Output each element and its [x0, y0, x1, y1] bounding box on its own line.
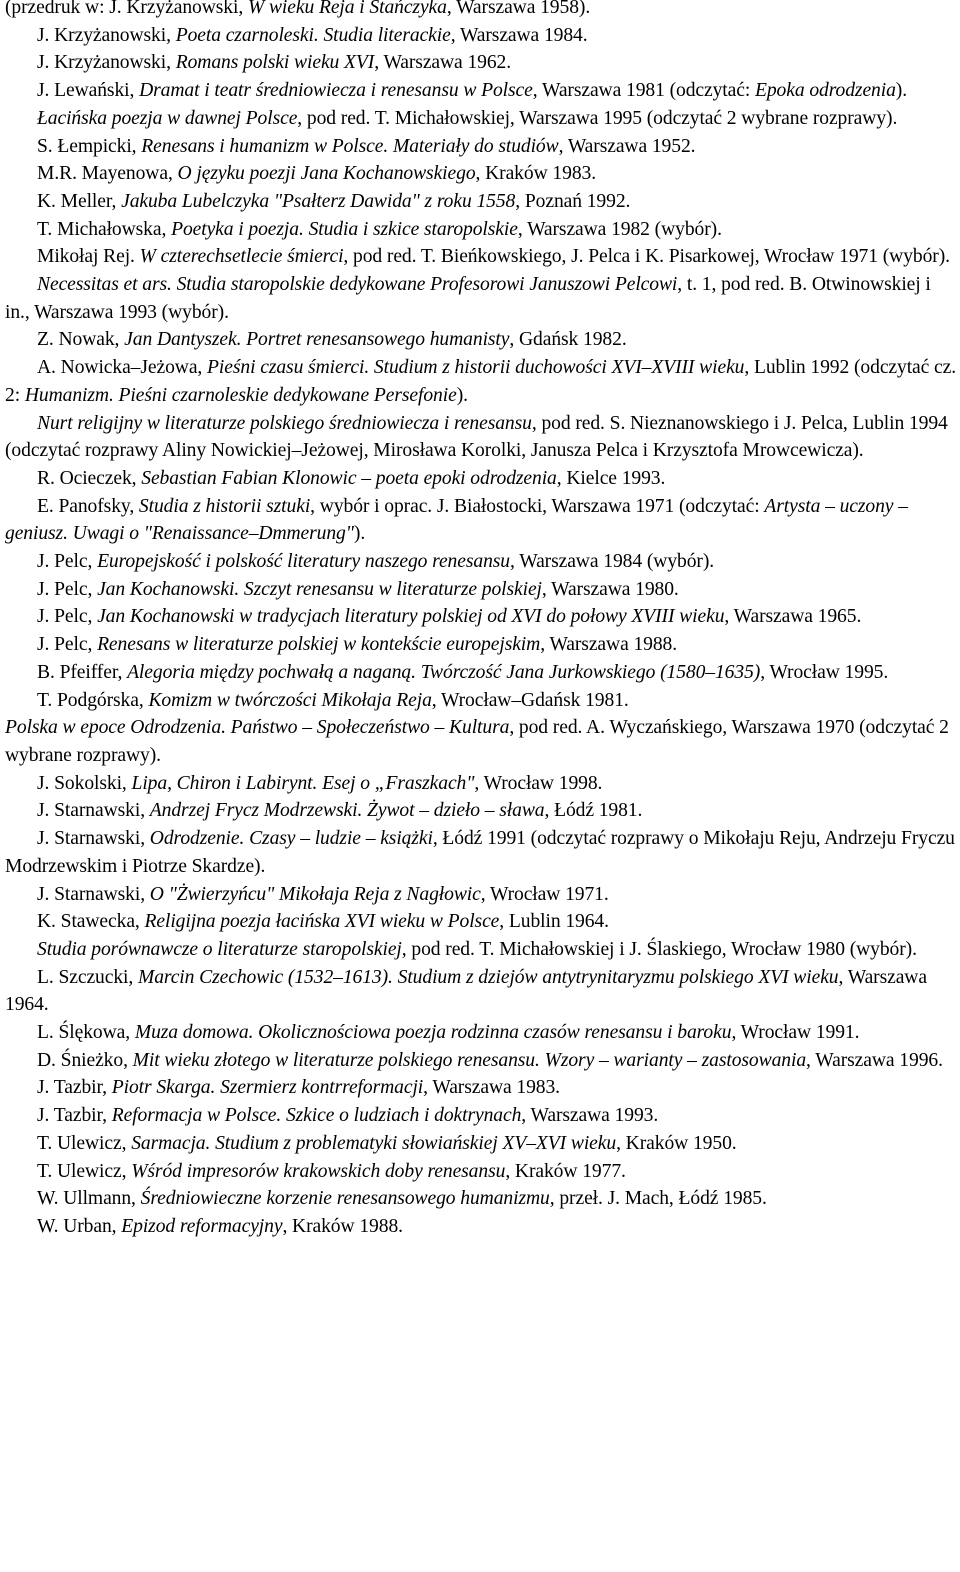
entry-text: , Wrocław 1998. — [474, 772, 603, 794]
bibliography-entry — [5, 465, 957, 493]
bibliography-entry — [5, 631, 957, 659]
bibliography-entry — [5, 1074, 957, 1102]
entry-text: , Łódź 1981. — [544, 800, 643, 822]
entry-title: O języku poezji Jana Kochanowskiego — [177, 163, 476, 185]
entry-title: W czterechsetlecie śmierci — [139, 246, 344, 268]
entry-title: Pieśni czasu śmierci. Studium z historii duchowości XVI–XVIII wieku — [207, 357, 745, 379]
entry-title: Dramat i teatr średniowiecza i renesansu w Polsce — [139, 80, 533, 102]
entry-text: J. Starnawski, — [37, 800, 150, 822]
entry-text: , Warszawa 1982 (wybór). — [517, 218, 722, 240]
entry-title: Epoka odrodzenia — [754, 80, 896, 102]
bibliography-entry — [5, 881, 957, 909]
entry-text: T. Ulewicz, — [37, 1160, 132, 1182]
bibliography-entry — [5, 1019, 957, 1047]
entry-text: W. Urban, — [37, 1215, 122, 1237]
entry-text: T. Podgórska, — [37, 689, 149, 711]
entry-title: Jan Kochanowski. Szczyt renesansu w literaturze polskiej — [97, 578, 542, 600]
entry-text: , Poznań 1992. — [515, 190, 631, 212]
entry-text: Mikołaj Rej. — [37, 246, 140, 268]
entry-text: , Wrocław–Gdańsk 1981. — [431, 689, 629, 711]
bibliography-entry — [5, 908, 957, 936]
bibliography-entry — [5, 1158, 957, 1186]
entry-title: Wśród impresorów krakowskich doby renesansu — [131, 1160, 506, 1182]
entry-title: Polska w epoce Odrodzenia. Państwo – Społeczeństwo – Kultura — [5, 717, 510, 739]
entry-text: , pod red. T. Michałowskiej i J. Ślaskiego, Wrocław 1980 (wybór). — [401, 938, 917, 960]
entry-text: , Warszawa 1984. — [450, 24, 588, 46]
bibliography-entry — [5, 77, 957, 105]
bibliography-entry — [5, 49, 957, 77]
entry-title: Poeta czarnoleski. Studia literackie — [175, 24, 451, 46]
entry-text: , przeł. J. Mach, Łódź 1985. — [549, 1188, 767, 1210]
entry-text: , Warszawa 1993. — [521, 1105, 659, 1127]
entry-text: T. Ulewicz, — [37, 1132, 132, 1154]
entry-text: , pod red. A. Wyczańskiego, Warszawa 1970 (odczytać 2 wybrane rozprawy). — [5, 717, 949, 766]
entry-text: , wybór i oprac. J. Białostocki, Warszawa 1971 (odczytać: — [310, 495, 765, 517]
entry-title: Odrodzenie. Czasy – ludzie – książki — [149, 828, 433, 850]
bibliography-entry — [5, 243, 957, 271]
bibliography-entry — [5, 936, 957, 964]
bibliography-entry — [5, 714, 957, 769]
entry-title: Sarmacja. Studium z problematyki słowiańskiej XV–XVI wieku — [131, 1132, 617, 1154]
entry-title: Sebastian Fabian Klonowic – poeta epoki odrodzenia — [141, 467, 557, 489]
entry-text: , Wrocław 1971. — [480, 883, 609, 905]
entry-text: R. Ocieczek, — [37, 467, 142, 489]
entry-text: J. Starnawski, — [37, 828, 150, 850]
entry-text: J. Krzyżanowski, — [37, 24, 176, 46]
entry-title: O "Żwierzyńcu" Mikołaja Reja z Nagłowic — [149, 883, 481, 905]
bibliography-entry — [5, 964, 957, 1019]
entry-text: , Lublin 1992 (odczytać cz. 2: — [5, 357, 957, 406]
bibliography-entry — [5, 1213, 957, 1241]
entry-text: , Warszawa 1980. — [541, 578, 679, 600]
entry-text: J. Tazbir, — [37, 1105, 112, 1127]
entry-title: Marcin Czechowic (1532–1613). Studium z dziejów antytrynitaryzmu polskiego XVI wieku — [137, 966, 839, 988]
entry-text: , Łódź 1991 (odczytać rozprawy o Mikołaju Reju, Andrzeju Fryczu Modrzewskim i Piotrze Skardze). — [5, 828, 955, 877]
bibliography-entry — [5, 22, 957, 50]
entry-title: Poetyka i poezja. Studia i szkice staropolskie — [171, 218, 518, 240]
entry-text: J. Tazbir, — [37, 1077, 112, 1099]
entry-text: , Warszawa 1962. — [374, 52, 512, 74]
entry-text: , pod red. S. Nieznanowskiego i J. Pelca, Lublin 1994 (odczytać rozprawy Aliny Nowickiej–Jeżowej, Mirosława Korolki, Janusza Pelca i Krzysztofa Mrowcewicza). — [5, 412, 948, 462]
entry-text: W. Ullmann, — [37, 1188, 141, 1210]
entry-text: , Warszawa 1965. — [724, 606, 862, 628]
entry-text: , Kielce 1993. — [556, 467, 666, 489]
entry-text: D. Śnieżko, — [37, 1049, 133, 1071]
entry-text: J. Pelc, — [37, 606, 98, 628]
bibliography-entry — [5, 0, 957, 22]
entry-title: Artysta – uczony – geniusz. Uwagi o "Renaissance–Dmmerung" — [5, 495, 908, 545]
entry-text: , t. 1, pod red. B. Otwinowskiej i in., Warszawa 1993 (wybór). — [5, 274, 931, 323]
entry-title: Komizm w twórczości Mikołaja Reja — [148, 689, 432, 711]
bibliography-entry — [5, 188, 957, 216]
bibliography-entry — [5, 1047, 957, 1075]
entry-title: Studia z historii sztuki — [138, 495, 311, 517]
entry-title: Romans polski wieku XVI — [175, 52, 375, 74]
entry-text: L. Ślękowa, — [37, 1022, 135, 1044]
entry-text: (przedruk w: J. Krzyżanowski, — [5, 0, 248, 18]
entry-text: T. Michałowska, — [37, 218, 172, 240]
entry-title: Nurt religijny w literaturze polskiego średniowiecza i renesansu — [37, 412, 532, 434]
bibliography-entry — [5, 687, 957, 715]
entry-text: , Lublin 1964. — [499, 911, 609, 933]
entry-text: , pod red. T. Bieńkowskiego, J. Pelca i K. Pisarkowej, Wrocław 1971 (wybór). — [343, 246, 950, 268]
entry-text: J. Sokolski, — [37, 772, 132, 794]
entry-text: , Warszawa 1988. — [540, 634, 678, 656]
entry-text: J. Starnawski, — [37, 883, 150, 905]
entry-title: Średniowieczne korzenie renesansowego humanizmu — [140, 1188, 550, 1210]
bibliography-entry — [5, 825, 957, 880]
entry-text: , Warszawa 1952. — [558, 135, 696, 157]
bibliography-entry — [5, 493, 957, 548]
bibliography-entry — [5, 659, 957, 687]
bibliography-entry — [5, 1102, 957, 1130]
bibliography-entry — [5, 1185, 957, 1213]
entry-text: , pod red. T. Michałowskiej, Warszawa 1995 (odczytać 2 wybrane rozprawy). — [297, 107, 898, 129]
entry-text: , Gdańsk 1982. — [509, 329, 627, 351]
bibliography-entry — [5, 1130, 957, 1158]
entry-text: , Warszawa 1981 (odczytać: — [532, 80, 755, 102]
bibliography-entry — [5, 410, 957, 465]
entry-text: , Warszawa 1964. — [5, 966, 927, 1016]
bibliography-entry — [5, 770, 957, 798]
entry-title: Alegoria między pochwałą a naganą. Twórczość Jana Jurkowskiego (1580–1635) — [127, 661, 761, 683]
entry-text: E. Panofsky, — [37, 495, 139, 517]
entry-text: , Warszawa 1996. — [806, 1049, 943, 1071]
bibliography-entry — [5, 354, 957, 409]
entry-title: W wieku Reja i Stańczyka — [247, 0, 447, 18]
entry-text: J. Pelc, — [37, 578, 98, 600]
entry-text: , Wrocław 1995. — [760, 661, 889, 683]
entry-title: Łacińska poezja w dawnej Polsce — [37, 107, 298, 129]
entry-title: Andrzej Frycz Modrzewski. Żywot – dzieło – sława — [149, 800, 545, 822]
bibliography-entry — [5, 133, 957, 161]
entry-text: , Warszawa 1958). — [446, 0, 591, 18]
entry-text: J. Lewański, — [37, 80, 140, 102]
entry-text: M.R. Mayenowa, — [37, 163, 178, 185]
entry-text: , Kraków 1983. — [475, 163, 597, 185]
bibliography-entry — [5, 326, 957, 354]
entry-text: Z. Nowak, — [37, 329, 125, 351]
entry-text: S. Łempicki, — [37, 135, 142, 157]
entry-text: , Warszawa 1983. — [423, 1077, 560, 1099]
entry-text: ). — [456, 384, 468, 406]
entry-title: Europejskość i polskość literatury naszego renesansu — [97, 551, 510, 573]
bibliography-entry — [5, 603, 957, 631]
entry-title: Piotr Skarga. Szermierz kontrreformacji — [111, 1077, 424, 1099]
entry-title: Humanizm. Pieśni czarnoleskie dedykowane Persefonie — [24, 384, 457, 406]
entry-title: Jan Dantyszek. Portret renesansowego humanisty — [124, 329, 510, 351]
entry-text: , Kraków 1950. — [616, 1132, 737, 1154]
bibliography-entry — [5, 576, 957, 604]
bibliography-entry — [5, 160, 957, 188]
entry-text: , Kraków 1988. — [282, 1215, 403, 1237]
entry-text: J. Pelc, — [37, 634, 98, 656]
entry-text: K. Stawecka, — [37, 911, 145, 933]
entry-title: Mit wieku złotego w literaturze polskiego renesansu. Wzory – warianty – zastosowania — [132, 1049, 807, 1071]
bibliography-entry — [5, 105, 957, 133]
entry-text: ). — [353, 523, 366, 545]
entry-title: Necessitas et ars. Studia staropolskie dedykowane Profesorowi Januszowi Pelcowi — [37, 274, 678, 296]
entry-title: Religijna poezja łacińska XVI wieku w Polsce — [144, 911, 500, 933]
bibliography-entry — [5, 797, 957, 825]
entry-text: , Kraków 1977. — [505, 1160, 626, 1182]
entry-title: Epizod reformacyjny — [121, 1215, 283, 1237]
entry-title: Muza domowa. Okolicznościowa poezja rodzinna czasów renesansu i baroku — [134, 1022, 732, 1044]
entry-title: Jakuba Lubelczyka "Psałterz Dawida" z roku 1558 — [121, 190, 516, 212]
entry-title: Lipa, Chiron i Labirynt. Esej o „Fraszkach" — [131, 772, 475, 794]
entry-title: Renesans w literaturze polskiej w kontekście europejskim — [97, 634, 541, 656]
bibliography-entry — [5, 271, 957, 326]
entry-title: Reformacja w Polsce. Szkice o ludziach i doktrynach — [111, 1105, 522, 1127]
entry-title: Jan Kochanowski w tradycjach literatury polskiej od XVI do połowy XVIII wieku — [97, 606, 725, 628]
entry-text: , Wrocław 1991. — [731, 1022, 860, 1044]
entry-text: A. Nowicka–Jeżowa, — [37, 357, 208, 379]
entry-title: Renesans i humanizm w Polsce. Materiały do studiów — [141, 135, 559, 157]
entry-text: K. Meller, — [37, 190, 122, 212]
bibliography-entry — [5, 548, 957, 576]
entry-text: J. Krzyżanowski, — [37, 52, 176, 74]
entry-text: L. Szczucki, — [37, 966, 138, 988]
entry-text: J. Pelc, — [37, 551, 98, 573]
entry-title: Studia porównawcze o literaturze staropolskiej — [37, 938, 402, 960]
entry-text: ). — [895, 80, 908, 102]
entry-text: B. Pfeiffer, — [37, 661, 128, 683]
entry-text: , Warszawa 1984 (wybór). — [510, 551, 715, 573]
bibliography-entry — [5, 216, 957, 244]
